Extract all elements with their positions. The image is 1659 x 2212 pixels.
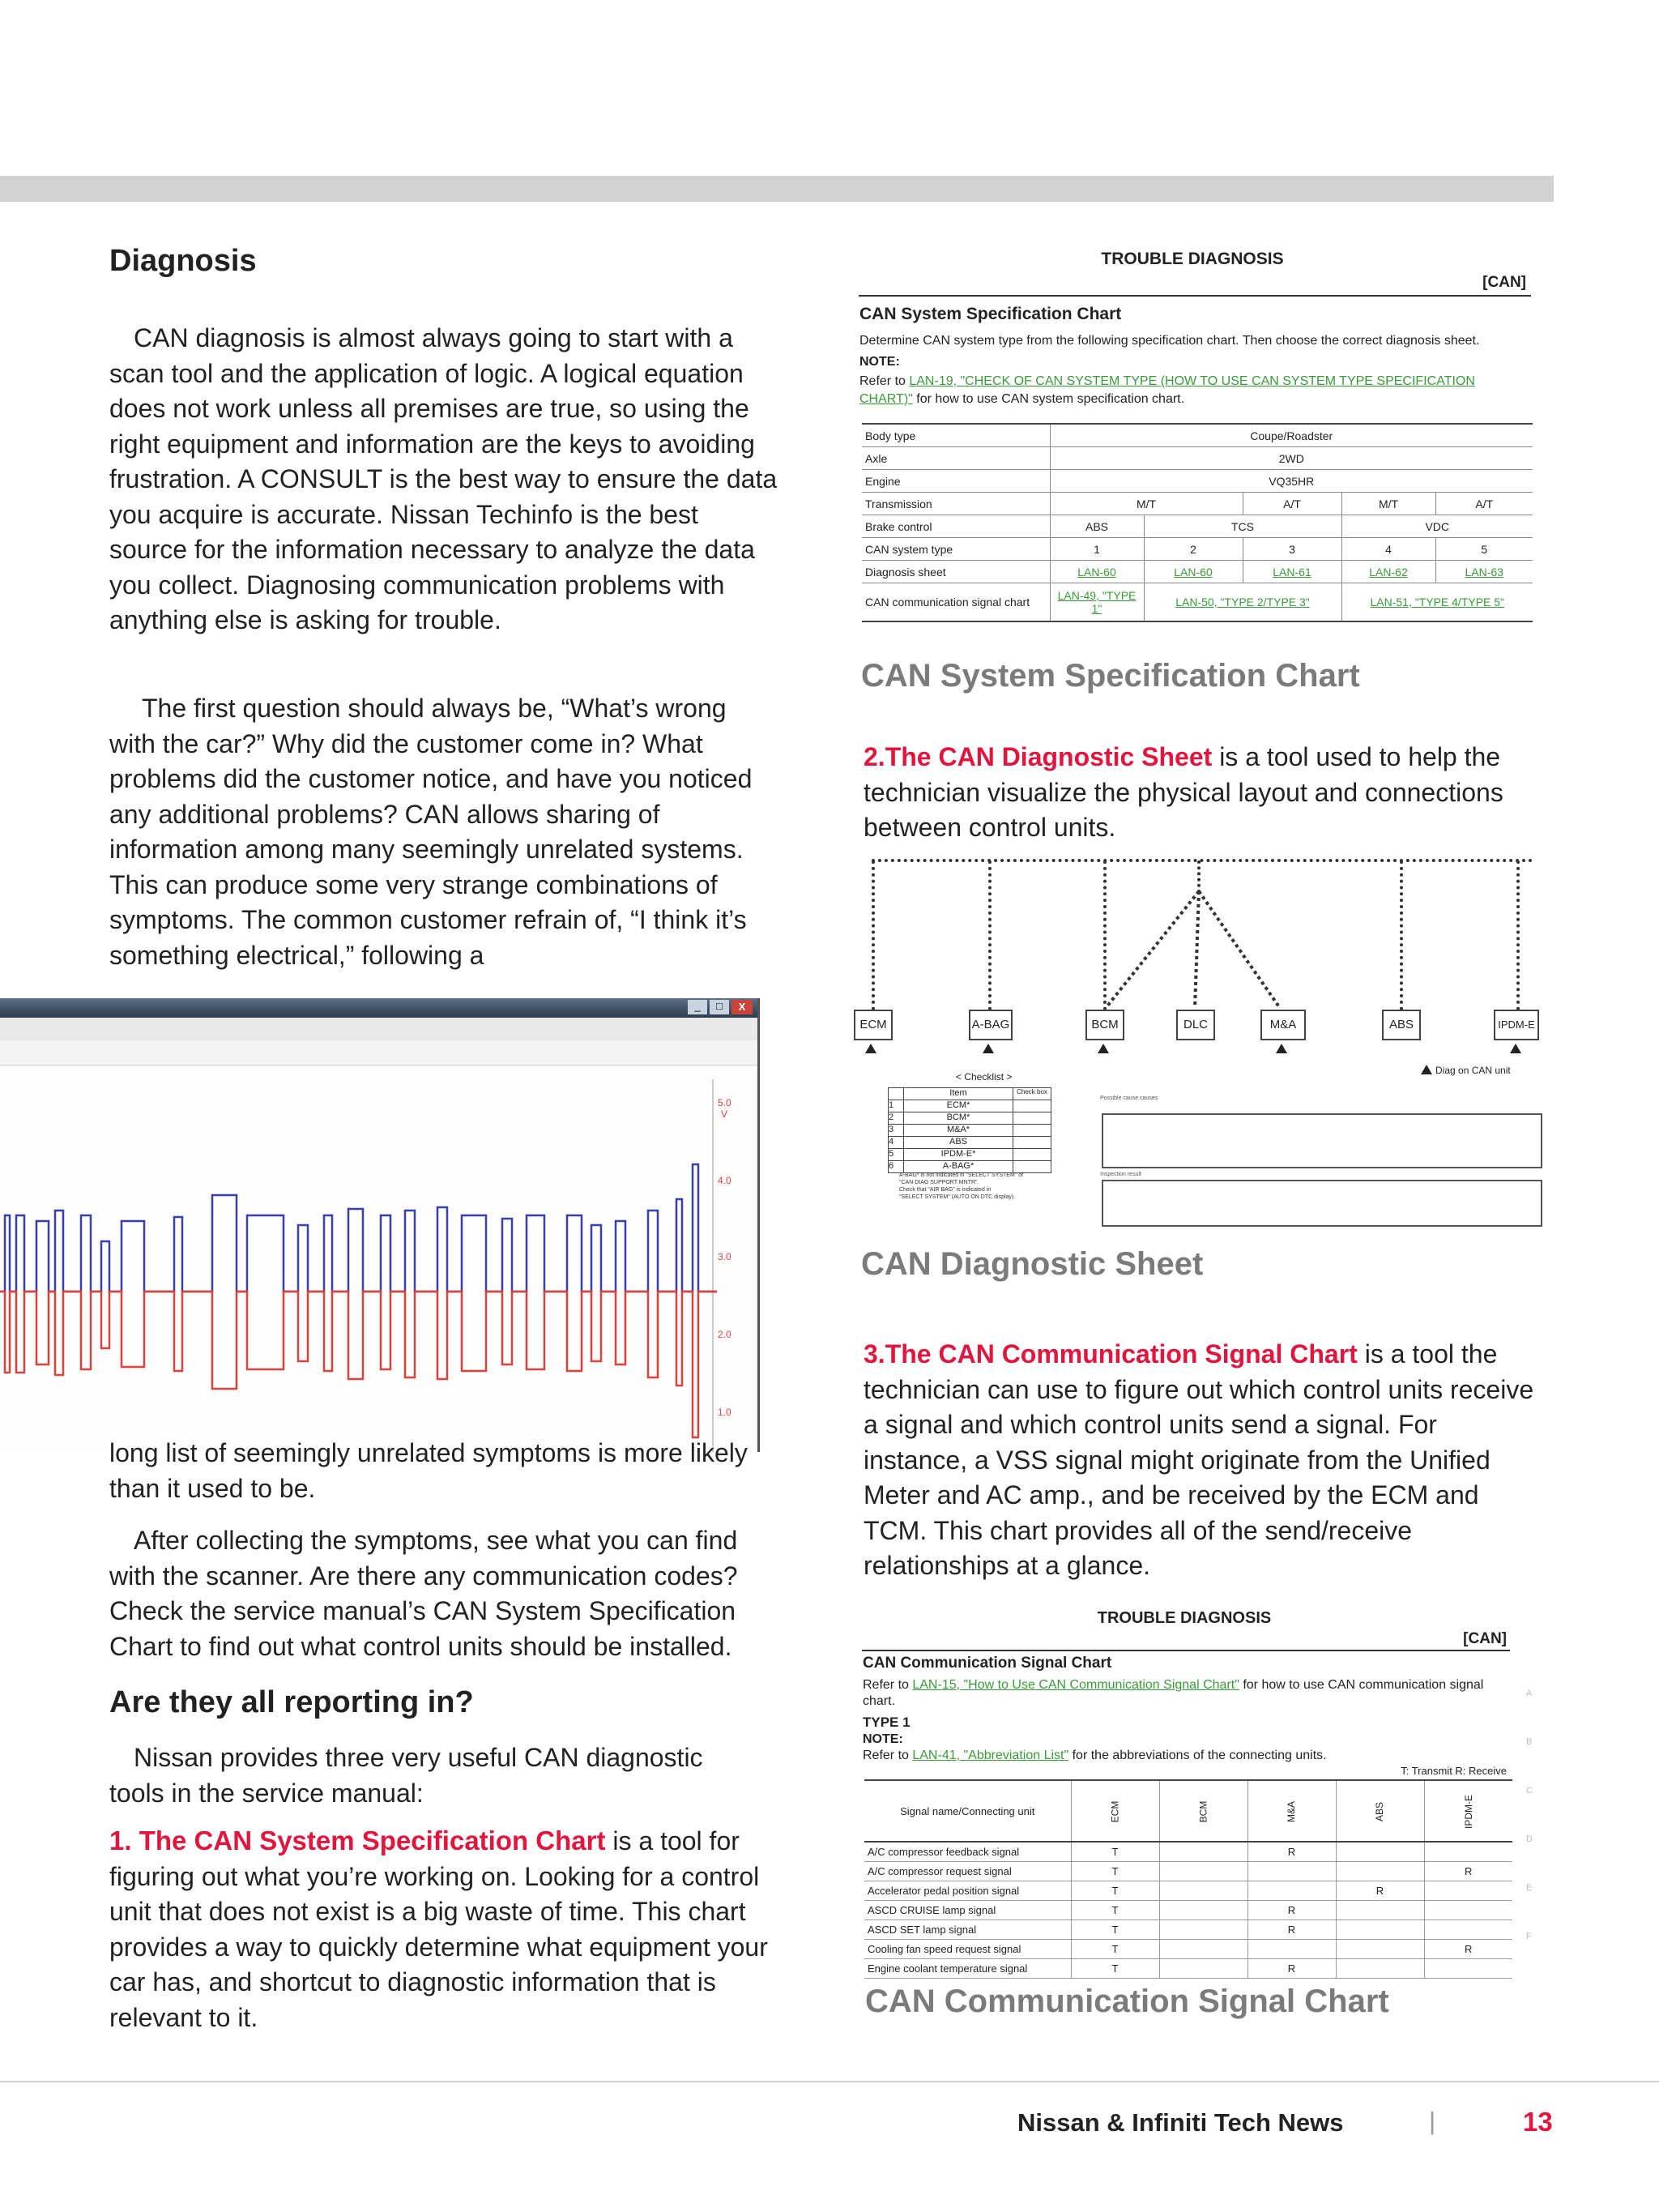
diag-marker-icon xyxy=(1421,1065,1432,1074)
diag-sheet-lead: 2.The CAN Diagnostic Sheet xyxy=(864,742,1213,771)
spec-cell: Diagnosis sheet xyxy=(862,561,1050,583)
checklist-col-item: Item xyxy=(904,1088,1013,1100)
margin-letter: C xyxy=(1526,1786,1533,1796)
signal-cell xyxy=(1336,1920,1424,1940)
signal-cell: R xyxy=(1247,1842,1336,1862)
spec-cell: 5 xyxy=(1435,538,1533,561)
signal-doc-refer2-pre: Refer to xyxy=(863,1749,913,1762)
spec-link[interactable]: LAN-61 xyxy=(1243,561,1341,583)
checklist-item: ECM* xyxy=(904,1100,1013,1112)
signal-header-row xyxy=(864,1780,1512,1842)
scale-label-v: V xyxy=(721,1108,728,1120)
paragraph-3: long list of seemingly unrelated symptoms is more likely than it used to be. xyxy=(109,1438,748,1503)
table-row xyxy=(864,1881,1512,1901)
signal-header-label: Signal name/Connecting unit xyxy=(864,1780,1071,1842)
signal-col-label: BCM xyxy=(1197,1800,1209,1822)
scale-label-2: 2.0 xyxy=(718,1329,731,1340)
signal-col-ipdm xyxy=(1424,1780,1512,1842)
signal-cell: T xyxy=(1071,1940,1159,1959)
checklist-note-line: A-BAG* is not indicated in "SELECT SYSTEM" of xyxy=(899,1172,1024,1178)
signal-name: Accelerator pedal position signal xyxy=(864,1881,1071,1901)
signal-doc-refer-pre: Refer to xyxy=(863,1678,913,1692)
hub-lines xyxy=(851,852,1536,1014)
table-row xyxy=(864,1901,1512,1920)
spec-doc-rule xyxy=(859,295,1531,297)
signal-cell: R xyxy=(1247,1901,1336,1920)
table-row xyxy=(864,1940,1512,1959)
spec-row-engine xyxy=(862,470,1533,493)
spec-link[interactable]: LAN-62 xyxy=(1341,561,1435,583)
box2-label: Inspection result xyxy=(1100,1172,1141,1177)
spec-row-transmission xyxy=(862,493,1533,515)
spec-row-brake xyxy=(862,515,1533,538)
header-bar xyxy=(0,176,1554,202)
signal-doc-heading: CAN Communication Signal Chart xyxy=(863,1655,1112,1672)
checklist-item: BCM* xyxy=(904,1112,1013,1124)
spec-cell: 4 xyxy=(1341,538,1435,561)
signal-cell xyxy=(1424,1959,1512,1979)
checklist-note-line: Check that "AIR BAG" is indicated in xyxy=(899,1187,992,1193)
node-dlc: DLC xyxy=(1176,1010,1215,1040)
margin-letter: E xyxy=(1526,1883,1533,1893)
checklist-item: IPDM-E* xyxy=(904,1149,1013,1160)
checklist-note-line: "CAN DIAG SUPPORT MNTR". xyxy=(899,1180,979,1185)
signal-cell xyxy=(1247,1862,1336,1881)
signal-cell xyxy=(1159,1842,1247,1862)
footer-rule xyxy=(0,2081,1659,2082)
spec-table xyxy=(862,423,1533,622)
signal-cell xyxy=(1159,1901,1247,1920)
signal-doc-refer xyxy=(863,1677,1511,1710)
signal-cell: R xyxy=(1336,1881,1424,1901)
node-ipdm: IPDM-E xyxy=(1494,1010,1539,1040)
signal-name: Cooling fan speed request signal xyxy=(864,1940,1071,1959)
signal-cell xyxy=(1336,1842,1424,1862)
signal-doc-legend: T: Transmit R: Receive xyxy=(1401,1765,1507,1777)
spec-cell: A/T xyxy=(1435,493,1533,515)
spec-chart-text: is a tool for figuring out what you’re working on. Looking for a control unit that does not exist is a big waste of time. This chart provides a way to quickly determine what equipment your car has, and shortcut to diagnostic information that is relevant to it. xyxy=(109,1826,768,2032)
signal-table xyxy=(864,1779,1512,1979)
spec-cell: ABS xyxy=(1050,515,1144,538)
signal-doc-note: NOTE: xyxy=(863,1732,903,1746)
spec-cell: Brake control xyxy=(862,515,1050,538)
caption-diag-sheet: CAN Diagnostic Sheet xyxy=(861,1246,1204,1282)
spec-row-body xyxy=(862,424,1533,447)
signal-chart-lead: 3.The CAN Communication Signal Chart xyxy=(864,1339,1358,1369)
checklist-table xyxy=(888,1087,1051,1173)
spec-cell: VDC xyxy=(1341,515,1533,538)
spec-cell: Axle xyxy=(862,447,1050,470)
node-abag: A-BAG xyxy=(969,1010,1013,1040)
signal-name: A/C compressor feedback signal xyxy=(864,1842,1071,1862)
spec-doc-refer xyxy=(859,373,1532,408)
spec-cell: 2WD xyxy=(1050,447,1533,470)
signal-doc-refer-link[interactable]: LAN-15, "How to Use CAN Communication Signal Chart" xyxy=(912,1678,1239,1692)
maximize-button[interactable]: □ xyxy=(710,1000,729,1014)
table-row xyxy=(864,1842,1512,1862)
causes-box[interactable] xyxy=(1102,1113,1542,1168)
spec-row-signal-chart xyxy=(862,583,1533,622)
signal-cell xyxy=(1247,1881,1336,1901)
reporting-heading: Are they all reporting in? xyxy=(109,1685,474,1719)
spec-cell: 3 xyxy=(1243,538,1341,561)
signal-doc-refer-post: for how to use CAN communication signal chart. xyxy=(863,1678,1484,1708)
can-waveform xyxy=(0,998,757,1452)
checkbox[interactable] xyxy=(1013,1125,1051,1136)
diag-marker-icon xyxy=(983,1044,994,1053)
checkbox[interactable] xyxy=(1013,1100,1051,1112)
spec-chart-lead: 1. The CAN System Specification Chart xyxy=(109,1826,606,1855)
signal-doc-refer2 xyxy=(863,1749,1511,1763)
spec-cell: Body type xyxy=(862,424,1050,447)
spec-doc-note: NOTE: xyxy=(859,355,900,369)
diag-marker-icon xyxy=(865,1044,876,1053)
signal-cell xyxy=(1424,1842,1512,1862)
checklist-num: 6 xyxy=(889,1161,904,1172)
signal-name: A/C compressor request signal xyxy=(864,1862,1071,1881)
spec-link[interactable]: LAN-49, "TYPE 1" xyxy=(1050,583,1144,622)
spec-cell: 2 xyxy=(1144,538,1243,561)
diag-marker-icon xyxy=(1510,1044,1521,1053)
box1-label: Possible cause causes xyxy=(1100,1095,1158,1101)
checklist-title: < Checklist > xyxy=(956,1071,1013,1083)
signal-col-label: IPDM-E xyxy=(1462,1794,1474,1829)
checklist-num: 2 xyxy=(889,1112,904,1124)
diag-marker-icon xyxy=(1098,1044,1109,1053)
can-high-trace xyxy=(0,1164,717,1292)
checklist-col-check: Check box xyxy=(1017,1088,1047,1095)
signal-cell: R xyxy=(1247,1959,1336,1979)
spec-doc-line1: Determine CAN system type from the following specification chart. Then choose the correct diagnosis sheet. xyxy=(859,334,1480,348)
spec-cell: VQ35HR xyxy=(1050,470,1533,493)
signal-cell: R xyxy=(1247,1920,1336,1940)
paragraph-4: After collecting the symptoms, see what you can find with the scanner. Are there any communication codes? Check the service manual’s CAN System Specification Chart to find out what control units should be installed. xyxy=(109,1526,738,1661)
signal-doc-title: TROUBLE DIAGNOSIS xyxy=(1097,1609,1272,1627)
signal-col-label: M&A xyxy=(1286,1800,1298,1822)
signal-doc-rule xyxy=(862,1650,1510,1651)
signal-chart-document xyxy=(860,1604,1541,1975)
signal-cell: T xyxy=(1071,1862,1159,1881)
spec-chart-document xyxy=(852,241,1533,647)
paragraph-2: The first question should always be, “What’s wrong with the car?” Why did the customer come in? What problems did the customer notice, and have you noticed any additional problems? CAN allows sharing of information among many seemingly unrelated systems. This can produce some very strange combinations of symptoms. The common customer refrain of, “I think it’s something electrical,” following a xyxy=(109,694,753,970)
spec-doc-refer-link[interactable]: LAN-19, "CHECK OF CAN SYSTEM TYPE (HOW TO USE CAN SYSTEM TYPE SPECIFICATION CHART)" xyxy=(859,374,1475,406)
margin-letter: A xyxy=(1526,1689,1533,1698)
signal-cell xyxy=(1159,1920,1247,1940)
margin-letter: F xyxy=(1526,1932,1532,1941)
signal-doc-refer2-link[interactable]: LAN-41, "Abbreviation List" xyxy=(912,1749,1069,1762)
footer-publication: Nissan & Infiniti Tech News xyxy=(1017,2108,1344,2137)
signal-cell xyxy=(1424,1901,1512,1920)
spec-row-diag-sheet xyxy=(862,561,1533,583)
spec-link[interactable]: LAN-63 xyxy=(1435,561,1533,583)
margin-letter: B xyxy=(1526,1737,1533,1747)
signal-cell xyxy=(1159,1959,1247,1979)
signal-col-ecm xyxy=(1071,1780,1159,1842)
signal-cell: T xyxy=(1071,1842,1159,1862)
spec-cell: TCS xyxy=(1144,515,1341,538)
paragraph-6 xyxy=(109,1823,782,2035)
paragraph-5: Nissan provides three very useful CAN diagnostic tools in the service manual: xyxy=(109,1743,703,1808)
spec-cell: A/T xyxy=(1243,493,1341,515)
scale-label-1: 1.0 xyxy=(718,1407,731,1418)
signal-cell: T xyxy=(1071,1881,1159,1901)
spec-cell: M/T xyxy=(1050,493,1243,515)
spec-cell: M/T xyxy=(1341,493,1435,515)
spec-link[interactable]: LAN-50, "TYPE 2/TYPE 3" xyxy=(1144,583,1341,622)
checklist-num: 5 xyxy=(889,1149,904,1160)
right-paragraph-1 xyxy=(864,740,1544,846)
diagnosis-heading: Diagnosis xyxy=(109,244,257,278)
checklist-num: 4 xyxy=(889,1137,904,1148)
spec-cell: Coupe/Roadster xyxy=(1050,424,1533,447)
caption-spec-chart: CAN System Specification Chart xyxy=(861,658,1360,694)
signal-col-bcm xyxy=(1159,1780,1247,1842)
spec-row-system-type xyxy=(862,538,1533,561)
can-low-trace xyxy=(0,1292,717,1437)
signal-cell xyxy=(1336,1862,1424,1881)
signal-cell: R xyxy=(1424,1940,1512,1959)
table-row xyxy=(864,1862,1512,1881)
signal-cell xyxy=(1424,1920,1512,1940)
signal-col-label: ABS xyxy=(1374,1801,1386,1821)
signal-cell: T xyxy=(1071,1901,1159,1920)
spec-link[interactable]: LAN-60 xyxy=(1144,561,1243,583)
scale-label-4: 4.0 xyxy=(718,1175,731,1186)
spec-cell: 1 xyxy=(1050,538,1144,561)
spec-row-axle xyxy=(862,447,1533,470)
close-button[interactable]: X xyxy=(731,1000,753,1014)
oscilloscope-screenshot xyxy=(0,998,760,1452)
spec-doc-title: TROUBLE DIAGNOSIS xyxy=(1101,250,1284,268)
margin-letter: D xyxy=(1526,1834,1533,1844)
spec-link[interactable]: LAN-51, "TYPE 4/TYPE 5" xyxy=(1341,583,1533,622)
checkbox[interactable] xyxy=(1013,1149,1051,1160)
signal-chart-text: is a tool the technician can use to figure out which control units receive a signal and which control units send a signal. For instance, a VSS signal might originate from the Unified Meter and AC amp., and be received by the ECM and TCM. This chart provides all of the send/receive relationships at a glance. xyxy=(864,1339,1534,1580)
signal-cell xyxy=(1336,1959,1424,1979)
diag-sheet-text: is a tool used to help the technician visualize the physical layout and connections between control units. xyxy=(864,742,1503,842)
signal-name: ASCD SET lamp signal xyxy=(864,1920,1071,1940)
signal-cell xyxy=(1159,1881,1247,1901)
checkbox[interactable] xyxy=(1013,1137,1051,1148)
spec-cell: Engine xyxy=(862,470,1050,493)
checklist-num: 3 xyxy=(889,1125,904,1136)
node-ecm: ECM xyxy=(854,1010,893,1040)
signal-name: ASCD CRUISE lamp signal xyxy=(864,1901,1071,1920)
scale-label-3: 3.0 xyxy=(718,1251,731,1262)
checklist-item: M&A* xyxy=(904,1125,1013,1136)
checklist-note-line: "SELECT SYSTEM" (AUTO ON DTC display). xyxy=(899,1194,1016,1200)
table-row xyxy=(864,1920,1512,1940)
checkbox[interactable] xyxy=(1013,1161,1051,1172)
signal-cell xyxy=(1336,1940,1424,1959)
spec-cell: Transmission xyxy=(862,493,1050,515)
paragraph-1: CAN diagnosis is almost always going to start with a scan tool and the application of logic. A logical equation does not work unless all premises are true, so using the right equipment and information are the keys to avoiding frustration. A CONSULT is the best way to ensure the data you acquire is accurate. Nissan Techinfo is the best source for the information necessary to analyze the data you collect. Diagnosing communication problems with anything else is asking for trouble. xyxy=(109,323,778,634)
result-box[interactable] xyxy=(1102,1180,1542,1227)
signal-cell xyxy=(1159,1940,1247,1959)
diag-legend: Diag on CAN unit xyxy=(1435,1065,1511,1076)
signal-col-ma xyxy=(1247,1780,1336,1842)
signal-cell xyxy=(1159,1862,1247,1881)
spec-doc-refer-pre: Refer to xyxy=(859,374,910,388)
signal-col-label: ECM xyxy=(1109,1800,1121,1822)
footer-separator: | xyxy=(1429,2107,1436,2135)
checkbox[interactable] xyxy=(1013,1112,1051,1124)
scale-label-5: 5.0 xyxy=(718,1097,731,1108)
page-number: 13 xyxy=(1523,2107,1553,2137)
spec-link[interactable]: LAN-60 xyxy=(1050,561,1144,583)
signal-doc-type: TYPE 1 xyxy=(863,1715,911,1730)
checklist-note xyxy=(899,1172,1094,1201)
diag-marker-icon xyxy=(1276,1044,1287,1053)
signal-cell: T xyxy=(1071,1920,1159,1940)
margin-letters xyxy=(1526,1669,1537,1961)
node-abs: ABS xyxy=(1382,1010,1421,1040)
node-bcm: BCM xyxy=(1085,1010,1124,1040)
signal-cell xyxy=(1336,1901,1424,1920)
signal-cell xyxy=(1247,1940,1336,1959)
spec-doc-heading: CAN System Specification Chart xyxy=(859,305,1122,323)
signal-cell: T xyxy=(1071,1959,1159,1979)
checklist-item: ABS xyxy=(904,1137,1013,1148)
signal-doc-refer2-post: for the abbreviations of the connecting units. xyxy=(1068,1749,1327,1762)
diagnostic-sheet-diagram xyxy=(851,852,1536,1225)
signal-cell xyxy=(1424,1881,1512,1901)
spec-cell: CAN system type xyxy=(862,538,1050,561)
signal-col-abs xyxy=(1336,1780,1424,1842)
signal-cell: R xyxy=(1424,1862,1512,1881)
table-row xyxy=(864,1959,1512,1979)
spec-cell: CAN communication signal chart xyxy=(862,583,1050,622)
spec-doc-tag: [CAN] xyxy=(1482,274,1526,291)
signal-name: Engine coolant temperature signal xyxy=(864,1959,1071,1979)
checklist-num: 1 xyxy=(889,1100,904,1112)
caption-signal-chart: CAN Communication Signal Chart xyxy=(865,1984,1389,2019)
checklist-item: A-BAG* xyxy=(904,1161,1013,1172)
right-paragraph-2 xyxy=(864,1337,1544,1584)
signal-doc-tag: [CAN] xyxy=(1463,1630,1507,1647)
minimize-button[interactable]: _ xyxy=(688,1000,707,1014)
spec-doc-refer-post: for how to use CAN system specification chart. xyxy=(912,392,1185,406)
node-ma: M&A xyxy=(1260,1010,1306,1040)
